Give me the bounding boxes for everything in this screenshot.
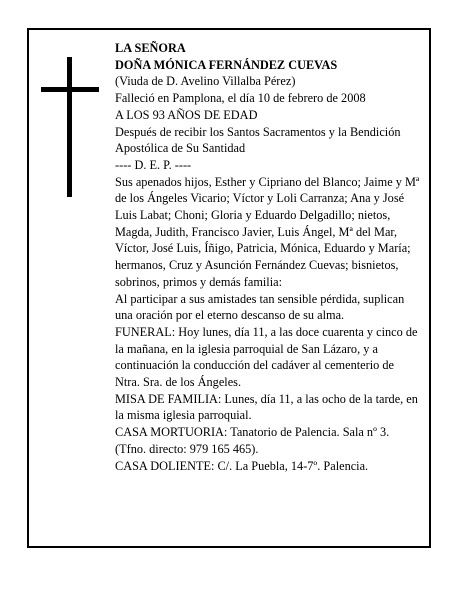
cross-horizontal-bar: [41, 87, 99, 92]
deceased-name: DOÑA MÓNICA FERNÁNDEZ CUEVAS: [115, 57, 338, 72]
funeral-home-paragraph: CASA MORTUORIA: Tanatorio de Palencia. Sala nº 3. (Tfno. directo: 979 165 465).: [115, 425, 390, 456]
home-paragraph: CASA DOLIENTE: C/. La Puebla, 14-7º. Palencia.: [115, 458, 369, 473]
family-mass-paragraph: MISA DE FAMILIA: Lunes, día 11, a las ocho de la tarde, en la misma iglesia parroquial.: [115, 391, 418, 423]
age-line: A LOS 93 AÑOS DE EDAD: [115, 107, 258, 122]
family-paragraph: Sus apenados hijos, Esther y Cipriano del Blanco; Jaime y Mª de los Ángeles Vicario; Víctor y Loli Carranza; Ana y José Luis Labat; Choni; Gloria y Eduardo Delgadillo; nietos, Magda, Judith, Francisco Javier, Luis Ángel, Mª del Mar, Víctor, José Luis, Íñigo, Patricia, Mónica, Eduardo y María; hermanos, Cruz y Asunción Fernández Cuevas; bisnietos, sobrinos, primos y demás familia:: [115, 174, 420, 289]
funeral-paragraph: FUNERAL: Hoy lunes, día 11, a las doce cuarenta y cinco de la mañana, en la iglesia parroquial de San Lázaro, y a continuación la conducción del cadáver al cementerio de Ntra. Sra. de los Ángeles.: [115, 324, 418, 390]
widow-line: (Viuda de D. Avelino Villalba Pérez): [115, 74, 296, 89]
rip-line: ---- D. E. P. ----: [115, 157, 192, 172]
request-paragraph: Al participar a sus amistades tan sensible pérdida, suplican una oración por el eterno descanso de su alma.: [115, 291, 405, 323]
obituary-notice: [27, 28, 431, 548]
cross-icon: [41, 57, 101, 197]
title: LA SEÑORA: [115, 41, 186, 55]
cross-vertical-bar: [67, 57, 72, 197]
sacraments-line: Después de recibir los Santos Sacramentos y la Bendición Apostólica de Su Santidad: [115, 124, 401, 156]
notice-text: [115, 40, 421, 474]
death-line: Falleció en Pamplona, el día 10 de febrero de 2008: [115, 91, 366, 106]
